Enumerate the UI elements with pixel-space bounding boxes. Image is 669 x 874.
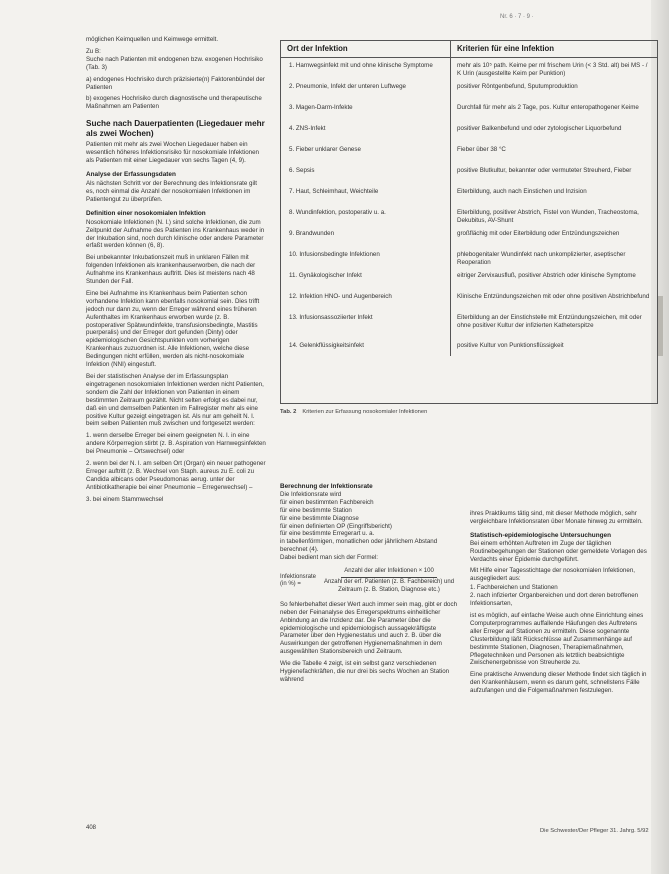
table-cell-location: 2. Pneumonie, Infekt der unteren Luftwege bbox=[281, 79, 451, 100]
list-item: 2. wenn bei der N. I. am selben Ort (Organ) ein neuer pathogener Erreger auftritt (z. B. Wechsel von Staph. aureus zu E. coli zu Candida albicans oder Pseudomonas aerug. unter der Antibiotikatherapie bei einer Pneumonie – Erregerwechsel) – bbox=[86, 460, 266, 491]
table-cell-location: 7. Haut, Schleimhaut, Weichteile bbox=[281, 184, 451, 205]
list-item: 1. wenn derselbe Erreger bei einem geeigneten N. I. in eine andere Körperregion stirbt (z. B. Aspiration von Harnwegsinfekten bei Pneumonie – Ortswechsel) oder bbox=[86, 432, 266, 456]
table-cell-criteria: mehr als 10⁵ path. Keime per ml frischem Urin (< 3 Std. alt) bei MS - / K Urin (ausgestellte Keim per Punktion) bbox=[457, 62, 648, 77]
text-line: für eine bestimmte Station bbox=[280, 506, 352, 514]
table-cell-criteria: positiver Röntgenbefund, Sputumproduktion bbox=[457, 83, 578, 90]
paragraph: Bei unbekannter Inkubationszeit muß in unklaren Fällen mit folgenden Infektionen als krankenhauserworben, die nach der Aufnahme ins Krankenhaus auftritt. Dies ist meistens nach 48 Stunden der Fall. bbox=[86, 254, 256, 286]
text-line: für eine bestimmte Diagnose bbox=[280, 514, 359, 522]
intro-paragraph: möglichen Keimquellen und Keimwege ermittelt. bbox=[86, 36, 219, 43]
list-item: 1. Fachbereichen und Stationen bbox=[470, 584, 558, 592]
table-cell-criteria: Klinische Entzündungszeichen mit oder ohne positiven Abstrichbefund bbox=[457, 293, 650, 300]
paragraph: Nosokomiale Infektionen (N. I.) sind solche Infektionen, die zum Zeitpunkt der Aufnahme des Patienten ins Krankenhaus weder in der Inkubation sind, noch durch klinische oder andere Parameter erfaßt werden können (6, 8). bbox=[86, 218, 265, 250]
table-cell-location: 10. Infusionsbedingte Infektionen bbox=[281, 247, 451, 268]
table-cell-criteria: positive Blutkultur, bekannter oder vermuteter Streuherd, Fieber bbox=[457, 167, 632, 174]
table-cell-location: 9. Brandwunden bbox=[281, 226, 451, 247]
page-number: 408 bbox=[86, 825, 97, 831]
table-cell-location: 11. Gynäkologischer Infekt bbox=[281, 268, 451, 289]
table-row bbox=[281, 226, 657, 247]
table-cell-criteria: großflächig mit oder Eiterbildung oder Entzündungszeichen bbox=[457, 230, 620, 237]
middle-column bbox=[280, 483, 458, 684]
column-header-location: Ort der Infektion bbox=[281, 41, 451, 57]
table-cell-criteria: Fieber über 38 °C bbox=[457, 146, 506, 153]
section-heading: Suche nach Dauerpatienten (Liegedauer mehr als zwei Wochen) bbox=[86, 119, 265, 138]
paragraph: Bei der statistischen Analyse der im Erfassungsplan eingetragenen nosokomialen Infektionen werden nicht Patienten, sondern die Zahl der Infektionen von Patienten in einem bestimmten Zeitraum gezählt. Nicht selten erfolgt es dabei nur, daß ein und demselben Patienten im Fallregister mehr als eine positive Kultur gezeigt eingetragen ist. Als nur am geheilt N. I. beim selben Patienten muß zwischen und fortgesetzt werden: bbox=[86, 373, 264, 428]
section-subheading: Statistisch-epidemiologische Untersuchungen bbox=[470, 531, 611, 539]
left-column bbox=[86, 36, 266, 508]
text-line: für einen definierten OP (Eingriffsbericht) bbox=[280, 522, 392, 530]
paragraph: Bei einem erhöhten Auftreten im Zuge der täglichen Routinebegehungen der Stationen oder gemeldete Vorlagen des Verdachts einer Epidemie durchgeführt. bbox=[470, 539, 647, 563]
table-row bbox=[281, 338, 657, 356]
formula-denominator: Anzahl der erf. Patienten (z. B. Fachbereich) und Zeitraum (z. B. Station, Diagnose etc.) bbox=[323, 578, 455, 593]
list-item: 2. nach infizierter Organbereichen und dort deren betroffenen Infektionsarten, bbox=[470, 592, 639, 608]
table-cell-location: 12. Infektion HNO- und Augenbereich bbox=[281, 289, 451, 310]
formula-fraction bbox=[320, 568, 458, 595]
table-cell-location: 3. Magen-Darm-Infekte bbox=[281, 100, 451, 121]
table-cell-location: 4. ZNS-Infekt bbox=[281, 121, 451, 142]
section-subheading: Definition einer nosokomialen Infektion bbox=[86, 209, 206, 217]
section-subheading: Berechnung der Infektionsrate bbox=[280, 483, 373, 490]
section-subheading: Analyse der Erfassungsdaten bbox=[86, 170, 176, 178]
text-line: für eine bestimmte Erregerart u. a. bbox=[280, 530, 375, 538]
paragraph: Eine praktische Anwendung dieser Methode findet sich täglich in den Krankenhäusern, wenn es darum geht, schnellstens Fälle aufzufangen und die Folgemaßnahmen festzulegen. bbox=[470, 671, 647, 695]
table-cell-location: 8. Wundinfektion, postoperativ u. a. bbox=[281, 205, 451, 226]
text-line: für einen bestimmten Fachbereich bbox=[280, 498, 374, 506]
table-caption bbox=[280, 409, 427, 415]
table-row bbox=[281, 100, 657, 121]
table-row bbox=[281, 205, 657, 226]
table-cell-criteria: Eiterbildung, auch nach Einstichen und Inzision bbox=[457, 188, 587, 195]
caption-text: Kriterien zur Erfassung nosokomialer Infektionen bbox=[302, 409, 428, 415]
right-column bbox=[470, 510, 650, 699]
table-cell-criteria: Eiterbildung, positiver Abstrich, Fistel von Wunden, Tracheostoma, Dekubitus, AV-Shunt bbox=[457, 209, 639, 224]
table-header bbox=[281, 41, 657, 58]
table-cell-location: 14. Gelenkflüssigkeitsinfekt bbox=[281, 338, 451, 356]
paragraph: Wie die Tabelle 4 zeigt, ist ein selbst ganz verschiedenen Hygienefachkräften, die nur drei bis sechs Wochen an Station während bbox=[280, 660, 450, 683]
table-row bbox=[281, 289, 657, 310]
table-cell-criteria: eitriger Zervixausfluß, positiver Abstrich oder klinische Symptome bbox=[457, 272, 636, 279]
infection-criteria-table bbox=[280, 40, 658, 404]
table-cell-criteria: positive Kultur von Punktionsflüssigkeit bbox=[457, 342, 564, 349]
table-cell-criteria: Eiterbildung an der Einstichstelle mit Entzündungszeichen, mit oder ohne positiver Kultur der infizierten Katheterspitze bbox=[457, 314, 642, 329]
risk-list bbox=[86, 76, 266, 112]
table-row bbox=[281, 247, 657, 268]
zu-b-label: Zu B: bbox=[86, 47, 101, 55]
table-row bbox=[281, 58, 657, 79]
infection-rate-formula bbox=[280, 568, 458, 595]
table-row bbox=[281, 163, 657, 184]
running-header: Nr. 6 · 7 · 9 · bbox=[500, 14, 534, 20]
list-item: b) exogenes Hochrisiko durch diagnostische und therapeutische Maßnahmen am Patienten bbox=[86, 95, 262, 111]
table-row bbox=[281, 184, 657, 205]
paragraph: Eine bei Aufnahme ins Krankenhaus beim Patienten schon vorhandene Infektion kann ebenfalls nosokomial sein. Dies trifft jedoch nur dann zu, wenn der Erreger während eines früheren Aufenthaltes im Krankenhaus erworben wurde (z. B. postoperativer Spätwundinfekte, transfusionsbedingte, Mastitis puerperalis) und der Erreger dort gefunden (Dinty) oder epidemiologischen Gesichtspunkten vom vorherigen Krankenhaus zuzuordnen ist. Alle Infektionen, welche diese Bedingungen nicht erfüllen, werden als nicht-nosokomiale Infektion (NNI) eingestuft. bbox=[86, 289, 260, 369]
list-item: 3. bei einem Stammwechsel bbox=[86, 495, 164, 503]
table-cell-location: 5. Fieber unklarer Genese bbox=[281, 142, 451, 163]
table-row bbox=[281, 310, 657, 338]
paragraph: So fehlerbehaftet dieser Wert auch immer sein mag, gibt er doch neben der Feinanalyse des Erregerspektrums einheitlicher Anbindung an die Inzidenz dar. Die Parameter über die epidemiologische und epidemiologisch aussagekräftigste Parameter über den Hygienestatus und auch z. B. über die Auswirkungen der getroffenen Hygienemaßnahmen in dem ausgewählten Stationsbereich und Zeitraum. bbox=[280, 600, 458, 656]
table-cell-criteria: phlebogenitaler Wundinfekt nach unkomplizierter, aseptischer Reoperation bbox=[457, 251, 626, 266]
text-line: Die Infektionsrate wird bbox=[280, 490, 342, 498]
paragraph: Patienten mit mehr als zwei Wochen Liegedauer haben ein wesentlich höheres Infektionsrisiko für nosokomiale Infektionen als Patienten mit einer Liegedauer von sechs Tagen (4, 9). bbox=[86, 141, 259, 165]
paragraph: Als nächsten Schritt vor der Berechnung des Infektionsrate gilt es, noch einmal die Anzahl der nosokomialen Infektionen im Patientengut zu überprüfen. bbox=[86, 179, 257, 203]
table-row bbox=[281, 121, 657, 142]
text-line: Dabei bedient man sich der Formel: bbox=[280, 554, 379, 562]
paragraph: Mit Hilfe einer Tagesstichtage der nosokomialen Infektionen, ausgegliedert aus: bbox=[470, 567, 635, 583]
table-cell-location: 13. Infusionsassoziierter Infekt bbox=[281, 310, 451, 338]
paragraph: ist es möglich, auf einfache Weise auch ohne Einrichtung eines Computerprogrammes auffallende Häufungen des Auftretens aller Erreger auf Stationen zu ermitteln. Diese sogenannte Clusterbildung läßt Rückschlüsse auf Zusammenhänge auf bestimmte Stationen, Diagnosen, Therapiemaßnahmen, Pflegetechniken und Personen als letztlich beabsichtigte Zwischenergebnisse von Streuherde zu. bbox=[470, 611, 644, 667]
column-header-criteria: Kriterien für eine Infektion bbox=[457, 44, 555, 54]
table-cell-criteria: Durchfall für mehr als 2 Tage, pos. Kultur enteropathogener Keime bbox=[457, 104, 639, 111]
text-line: in tabellenförmigen, monatlichen oder jährlichem Abstand berechnet (4). bbox=[280, 538, 438, 554]
table-cell-criteria: positiver Balkenbefund und oder zytologischer Liquorbefund bbox=[457, 125, 622, 132]
caption-label: Tab. 2 bbox=[280, 409, 297, 415]
criteria-list bbox=[86, 432, 266, 503]
paragraph: ihres Praktikums tätig sind, mit dieser Methode möglich, sehr vergleichbare Infektionsraten über Monate hinweg zu ermitteln. bbox=[470, 510, 643, 525]
list-item: a) endogenes Hochrisiko durch präzisierte(n) Faktorenbündel der Patienten bbox=[86, 75, 265, 91]
table-row bbox=[281, 142, 657, 163]
zu-b-text: Suche nach Patienten mit endogenen bzw. exogenen Hochrisiko (Tab. 3) bbox=[86, 55, 263, 71]
table-row bbox=[281, 268, 657, 289]
journal-footer: Die Schwester/Der Pfleger 31. Jahrg. 5/92 bbox=[540, 828, 649, 834]
table-row bbox=[281, 79, 657, 100]
table-cell-location: 6. Sepsis bbox=[281, 163, 451, 184]
formula-lhs: Infektionsrate (in %) = bbox=[280, 573, 317, 588]
formula-numerator: Anzahl der aller Infektionen × 100 bbox=[341, 568, 437, 578]
table-cell-location: 1. Harnwegsinfekt mit und ohne klinische Symptome bbox=[281, 58, 451, 79]
